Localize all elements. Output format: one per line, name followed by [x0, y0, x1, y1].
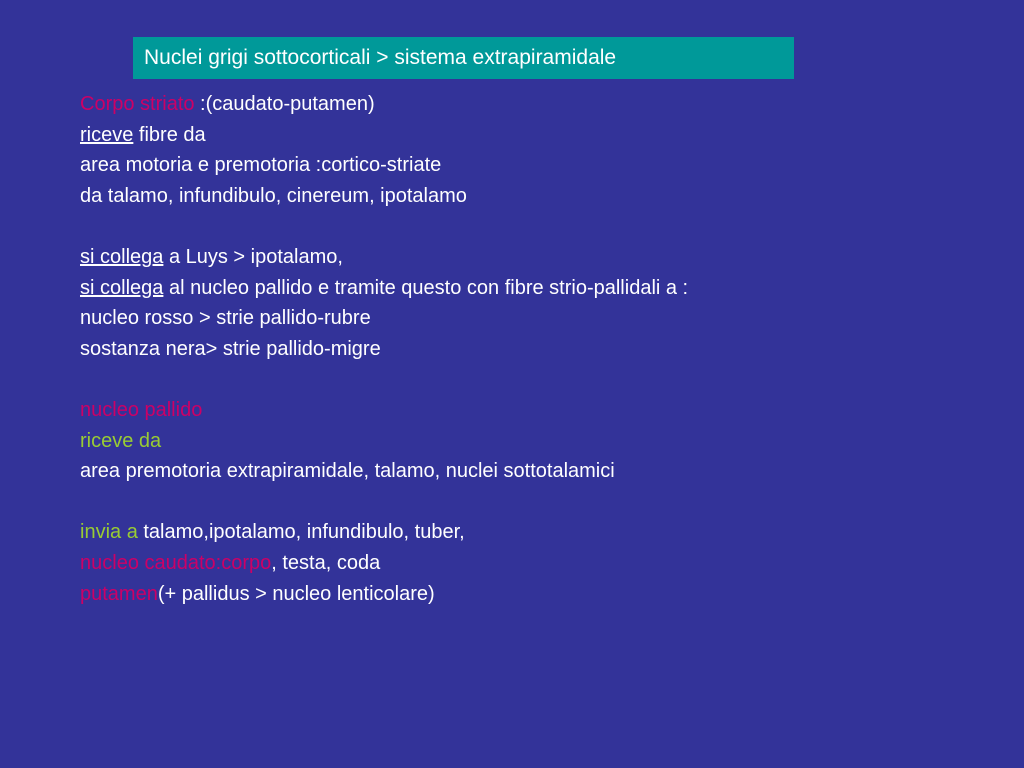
- line-da-talamo: [80, 181, 980, 212]
- term-nucleo-pallido: nucleo pallido: [80, 398, 203, 421]
- line-area-motoria: [80, 150, 980, 181]
- slide-title: Nuclei grigi sottocorticali > sistema extrapiramidale: [144, 46, 617, 69]
- line-putamen: [80, 579, 980, 610]
- line-text: talamo,ipotalamo, infundibulo, tuber,: [137, 521, 465, 544]
- term-riceve: riceve: [80, 123, 134, 146]
- line-text: al nucleo pallido e tramite questo con fibre strio-pallidali a :: [163, 276, 689, 299]
- line-text: nucleo rosso > strie pallido-rubre: [80, 307, 371, 330]
- line-text: fibre da: [133, 123, 206, 146]
- line-riceve-da: [80, 426, 980, 457]
- line-text: (+ pallidus > nucleo lenticolare): [157, 582, 435, 605]
- line-text: area premotoria extrapiramidale, talamo, nuclei sottotalamici: [80, 460, 615, 483]
- line-si-collega-pallido: [80, 273, 980, 304]
- term-si-collega: si collega: [80, 245, 164, 268]
- term-si-collega: si collega: [80, 276, 164, 299]
- blank-line: [80, 487, 980, 518]
- term-invia-a: invia a: [80, 521, 138, 544]
- line-text: :(caudato-putamen): [194, 93, 375, 115]
- line-text: a Luys > ipotalamo,: [163, 245, 343, 268]
- line-nucleo-pallido: [80, 395, 980, 426]
- line-sostanza-nera: [80, 334, 980, 365]
- blank-line: [80, 364, 980, 395]
- term-riceve-da: riceve da: [80, 429, 162, 452]
- line-nucleo-caudato: [80, 548, 980, 579]
- line-area-premotoria: [80, 456, 980, 487]
- line-nucleo-rosso: [80, 303, 980, 334]
- title-bar: [133, 37, 794, 79]
- line-si-collega-luys: [80, 242, 980, 273]
- term-putamen: putamen: [80, 582, 158, 605]
- line-corpo-striato: [80, 89, 980, 120]
- blank-line: [80, 211, 980, 242]
- slide-body: [80, 89, 980, 609]
- line-riceve: [80, 120, 980, 151]
- term-nucleo-caudato: nucleo caudato:corpo: [80, 551, 272, 574]
- line-text: da talamo, infundibulo, cinereum, ipotalamo: [80, 184, 467, 207]
- line-text: , testa, coda: [271, 551, 381, 574]
- line-text: area motoria e premotoria :cortico-striate: [80, 154, 442, 177]
- line-text: sostanza nera> strie pallido-migre: [80, 337, 381, 360]
- term-corpo-striato: Corpo striato: [80, 93, 195, 115]
- line-invia-a: [80, 517, 980, 548]
